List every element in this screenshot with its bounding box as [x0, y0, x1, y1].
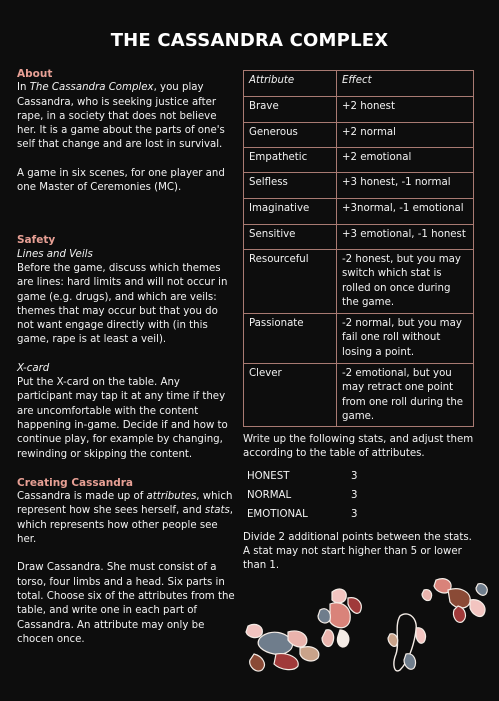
- attribute-name: Passionate: [244, 314, 337, 364]
- table-row: [244, 314, 474, 364]
- lines-veils-heading: Lines and Veils: [17, 248, 93, 260]
- body-part-shape: [322, 630, 334, 647]
- attribute-name: Brave: [244, 97, 337, 123]
- body-part-shape: [318, 609, 330, 623]
- about-heading: About: [17, 68, 53, 80]
- stat-value: 3: [351, 471, 358, 483]
- about-paragraph-1: [17, 81, 237, 152]
- creating-text: , which represent how she sees herself, and: [17, 491, 233, 517]
- table-row: [244, 199, 474, 225]
- stat-row: [247, 468, 357, 487]
- xcard-text: Put the X-card on the table. Any participant may tap it at any time if they are uncomfortable with the content happening in-game. Decide if and how to continue play, for example by changing, rewinding or skipping the content.: [17, 377, 228, 460]
- stat-value: 3: [351, 509, 358, 521]
- lines-veils-text: Before the game, discuss which themes are lines: hard limits and will not occur in game (e.g. drugs), and which are veils: themes that may occur but that you do not want engage directly with (in this game, rape is at least a veil).: [17, 262, 228, 346]
- stats-outro: Divide 2 additional points between the stats. A stat may not start higher than 5 or lower than 1.: [243, 531, 472, 572]
- attribute-name: Clever: [244, 364, 337, 427]
- about-text: In: [17, 82, 30, 94]
- body-part-shape: [250, 654, 265, 671]
- body-part-shape: [332, 589, 346, 603]
- about-text: , you play Cassandra, who is seeking justice after rape, in a society that does not believe her. It is a game about the parts of one's self that change and are lost in survival.: [17, 82, 225, 151]
- cassandra-illustration: [240, 570, 495, 695]
- stats-section: [243, 433, 474, 573]
- body-part-shape: [453, 606, 465, 622]
- body-part-shape: [470, 600, 485, 617]
- body-part-shape: [476, 584, 487, 596]
- creating-text: , which represents how other people see her.: [17, 505, 234, 546]
- column-header-attribute: Attribute: [244, 71, 337, 97]
- attribute-name: Resourceful: [244, 250, 337, 314]
- body-part-shape: [337, 630, 348, 647]
- table-row: [244, 173, 474, 199]
- stat-row: [247, 506, 357, 525]
- creating-text: Cassandra is made up of: [17, 491, 147, 503]
- stat-row: [247, 487, 357, 506]
- attribute-effect: +2 normal: [337, 123, 474, 148]
- attribute-effect: -2 emotional, but you may retract one point from one roll during the game.: [337, 364, 474, 427]
- table-row: [244, 123, 474, 148]
- column-header-effect: Effect: [337, 71, 474, 97]
- attributes-italic: attributes: [146, 491, 197, 503]
- figure-outlined: [388, 614, 426, 671]
- table-row: [244, 97, 474, 123]
- body-part-shape: [448, 589, 470, 608]
- body-part-shape: [404, 654, 416, 670]
- game-title-italic: The Cassandra Complex: [29, 82, 154, 94]
- body-part-shape: [246, 624, 262, 637]
- table-row: [244, 250, 474, 314]
- page-title: THE CASSANDRA COMPLEX: [110, 30, 389, 51]
- body-part-shape: [300, 647, 319, 661]
- about-paragraph-2: A game in six scenes, for one player and one Master of Ceremonies (MC).: [17, 167, 225, 194]
- body-part-shape: [348, 598, 361, 614]
- creating-paragraph-1: [17, 490, 237, 547]
- attribute-table: [243, 70, 474, 427]
- table-row: [244, 225, 474, 250]
- stats-list: [247, 468, 357, 525]
- creating-paragraph-2: Draw Cassandra. She must consist of a torso, four limbs and a head. Six parts in total. Choose six of the attributes from the table, and write one in each part of Cassandra. An attribute may only be chocen once.: [17, 562, 235, 645]
- body-part-shape: [422, 590, 432, 601]
- stats-italic: stats: [204, 505, 230, 517]
- attribute-name: Empathetic: [244, 148, 337, 173]
- figure-standing: [318, 589, 361, 647]
- attribute-effect: +2 honest: [337, 97, 474, 123]
- figure-running: [422, 579, 487, 623]
- attribute-name: Selfless: [244, 173, 337, 199]
- table-header-row: [244, 71, 474, 97]
- table-row: [244, 148, 474, 173]
- safety-heading: Safety: [17, 234, 56, 247]
- attribute-effect: +3 honest, -1 normal: [337, 173, 474, 199]
- stat-name: HONEST: [247, 471, 290, 483]
- figure-reclining: [246, 624, 319, 671]
- attribute-name: Sensitive: [244, 225, 337, 250]
- creating-heading: Creating Cassandra: [17, 476, 133, 489]
- attribute-effect: +3normal, -1 emotional: [337, 199, 474, 225]
- left-column: [17, 67, 237, 647]
- attribute-effect: -2 honest, but you may switch which stat is rolled on once during the game.: [337, 250, 474, 314]
- stats-intro: Write up the following stats, and adjust them according to the table of attributes.: [243, 434, 474, 460]
- stat-name: EMOTIONAL: [247, 509, 308, 521]
- attribute-effect: -2 normal, but you may fail one roll without losing a point.: [337, 314, 474, 364]
- attribute-name: Imaginative: [244, 199, 337, 225]
- body-part-shape: [330, 603, 350, 628]
- attribute-effect: +3 emotional, -1 honest: [337, 225, 474, 250]
- right-column: [243, 70, 474, 574]
- attribute-name: Generous: [244, 123, 337, 148]
- attribute-effect: +2 emotional: [337, 148, 474, 173]
- body-part-shape: [274, 654, 298, 670]
- body-part-shape: [416, 628, 426, 644]
- stat-name: NORMAL: [247, 490, 292, 502]
- xcard-heading: X-card: [17, 362, 50, 374]
- table-row: [244, 364, 474, 427]
- stat-value: 3: [351, 490, 358, 502]
- body-part-shape: [258, 632, 292, 654]
- body-part-shape: [388, 634, 398, 647]
